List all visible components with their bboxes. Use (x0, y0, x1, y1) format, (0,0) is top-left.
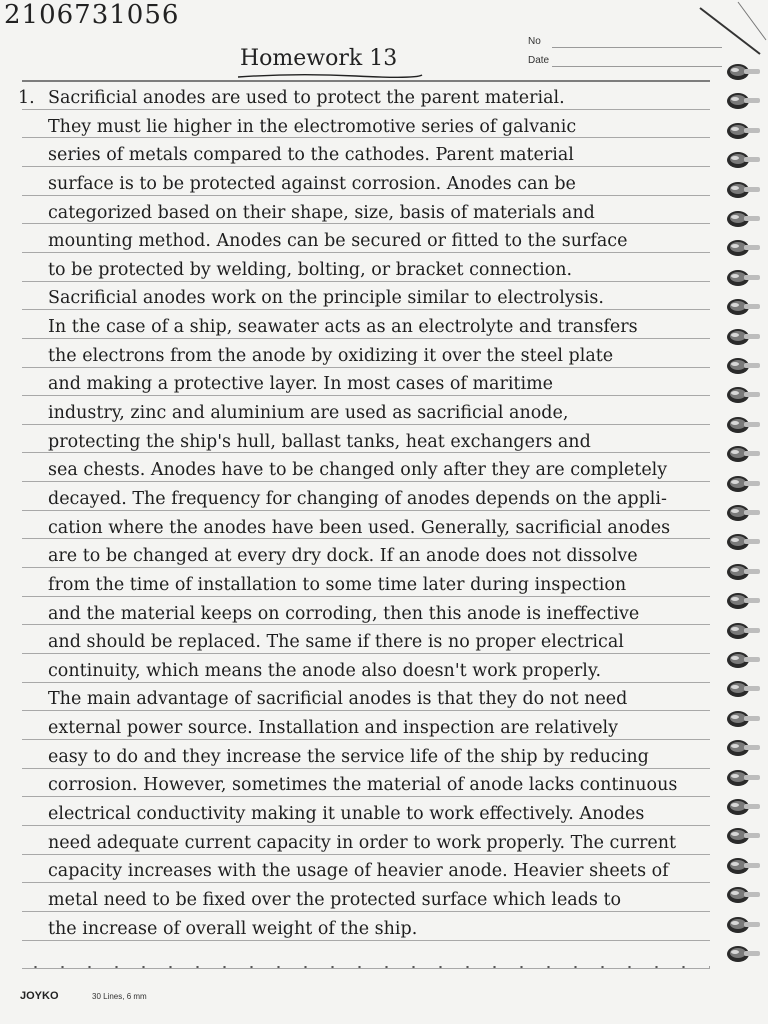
spiral-ring (716, 591, 762, 611)
line-text: need adequate current capacity in order to work properly. The current (48, 832, 677, 853)
bottom-dotted-line (22, 966, 710, 968)
spiral-ring (716, 797, 762, 817)
spiral-ring (716, 650, 762, 670)
no-date-block (528, 36, 549, 74)
spiral-ring (716, 856, 762, 876)
spiral-ring (716, 91, 762, 111)
line-text: Sacrificial anodes are used to protect the parent material. (48, 88, 565, 108)
spiral-ring (716, 503, 762, 523)
brand-logo: JOYKO (20, 990, 59, 1002)
text-line (18, 313, 718, 342)
text-line (18, 199, 718, 228)
spiral-ring (716, 915, 762, 935)
spiral-ring (716, 532, 762, 552)
line-text: decayed. The frequency for changing of anodes depends on the appli- (48, 488, 667, 509)
text-line (18, 456, 718, 485)
text-line (18, 657, 718, 686)
text-line (18, 886, 718, 915)
item-number: 1. (18, 88, 35, 108)
line-text: and should be replaced. The same if there is no proper electrical (48, 632, 624, 653)
line-text: the increase of overall weight of the ship. (48, 918, 418, 939)
spiral-ring (716, 415, 762, 435)
text-line (18, 485, 718, 514)
text-line (18, 227, 718, 256)
text-line (18, 915, 718, 944)
spiral-ring (716, 180, 762, 200)
handwritten-text (18, 84, 718, 943)
text-line (18, 542, 718, 571)
spiral-ring (716, 562, 762, 582)
line-text: mounting method. Anodes can be secured or fitted to the surface (48, 231, 628, 252)
spiral-ring (716, 268, 762, 288)
spiral-ring (716, 474, 762, 494)
line-text: surface is to be protected against corrosion. Anodes can be (48, 173, 576, 194)
spiral-ring (716, 385, 762, 405)
text-line (18, 743, 718, 772)
line-text: external power source. Installation and inspection are relatively (48, 718, 619, 739)
line-text: The main advantage of sacrificial anodes is that they do not need (48, 689, 628, 710)
no-label: No (528, 36, 541, 47)
line-text: Sacrificial anodes work on the principle similar to electrolysis. (48, 288, 604, 309)
text-line (18, 370, 718, 399)
line-text: sea chests. Anodes have to be changed only after they are completely (48, 460, 668, 481)
ruled-line (22, 80, 710, 82)
no-field-line (552, 47, 722, 48)
line-text: metal need to be fixed over the protected surface which leads to (48, 889, 622, 910)
line-text: series of metals compared to the cathodes. Parent material (48, 145, 574, 166)
text-line (18, 170, 718, 199)
line-text: categorized based on their shape, size, basis of materials and (48, 202, 595, 223)
line-text: from the time of installation to some time later during inspection (48, 574, 627, 595)
line-text: protecting the ship's hull, ballast tanks, heat exchangers and (48, 431, 591, 452)
line-text: They must lie higher in the electromotive series of galvanic (48, 116, 577, 137)
text-line (18, 256, 718, 285)
spiral-ring (716, 238, 762, 258)
text-line (18, 685, 718, 714)
text-line (18, 829, 718, 858)
text-line (18, 428, 718, 457)
student-id: 2106731056 (4, 0, 180, 30)
page-title: Homework 13 (240, 46, 398, 71)
text-line (18, 857, 718, 886)
text-line (18, 800, 718, 829)
text-line (18, 399, 718, 428)
date-field-line (552, 66, 722, 67)
spiral-ring (716, 621, 762, 641)
text-line (18, 628, 718, 657)
spiral-ring (716, 826, 762, 846)
spiral-ring (716, 444, 762, 464)
paper-spec: 30 Lines, 6 mm (92, 992, 147, 1001)
spiral-ring (716, 297, 762, 317)
text-line (18, 284, 718, 313)
text-line (18, 514, 718, 543)
line-text: industry, zinc and aluminium are used as sacrificial anode, (48, 403, 569, 424)
spiral-ring (716, 209, 762, 229)
text-line (18, 84, 718, 113)
text-line (18, 600, 718, 629)
ruled-line (22, 968, 710, 969)
text-line (18, 771, 718, 800)
text-line (18, 113, 718, 142)
line-text: to be protected by welding, bolting, or bracket connection. (48, 259, 573, 280)
line-text: corrosion. However, sometimes the material of anode lacks continuous (48, 775, 678, 796)
spiral-ring (716, 150, 762, 170)
line-text: the electrons from the anode by oxidizing it over the steel plate (48, 345, 614, 366)
text-line (18, 714, 718, 743)
line-text: capacity increases with the usage of heavier anode. Heavier sheets of (48, 861, 669, 882)
page-corner-curl (698, 0, 768, 70)
spiral-ring (716, 944, 762, 964)
line-text: and the material keeps on corroding, then this anode is ineffective (48, 603, 640, 624)
spiral-ring (716, 885, 762, 905)
line-text: easy to do and they increase the service life of the ship by reducing (48, 746, 649, 767)
spiral-ring (716, 356, 762, 376)
line-text: cation where the anodes have been used. Generally, sacrificial anodes (48, 517, 671, 538)
spiral-ring (716, 709, 762, 729)
text-line (18, 571, 718, 600)
spiral-ring (716, 768, 762, 788)
spiral-ring (716, 327, 762, 347)
date-label: Date (528, 55, 550, 66)
line-text: electrical conductivity making it unable to work effectively. Anodes (48, 804, 645, 825)
text-line (18, 342, 718, 371)
line-text: In the case of a ship, seawater acts as an electrolyte and transfers (48, 317, 638, 338)
text-line (18, 141, 718, 170)
spiral-ring (716, 121, 762, 141)
line-text: continuity, which means the anode also doesn't work properly. (48, 660, 602, 681)
spiral-ring (716, 738, 762, 758)
spiral-ring (716, 62, 762, 82)
line-text: and making a protective layer. In most cases of maritime (48, 374, 554, 395)
spiral-ring (716, 679, 762, 699)
line-text: are to be changed at every dry dock. If an anode does not dissolve (48, 546, 638, 567)
